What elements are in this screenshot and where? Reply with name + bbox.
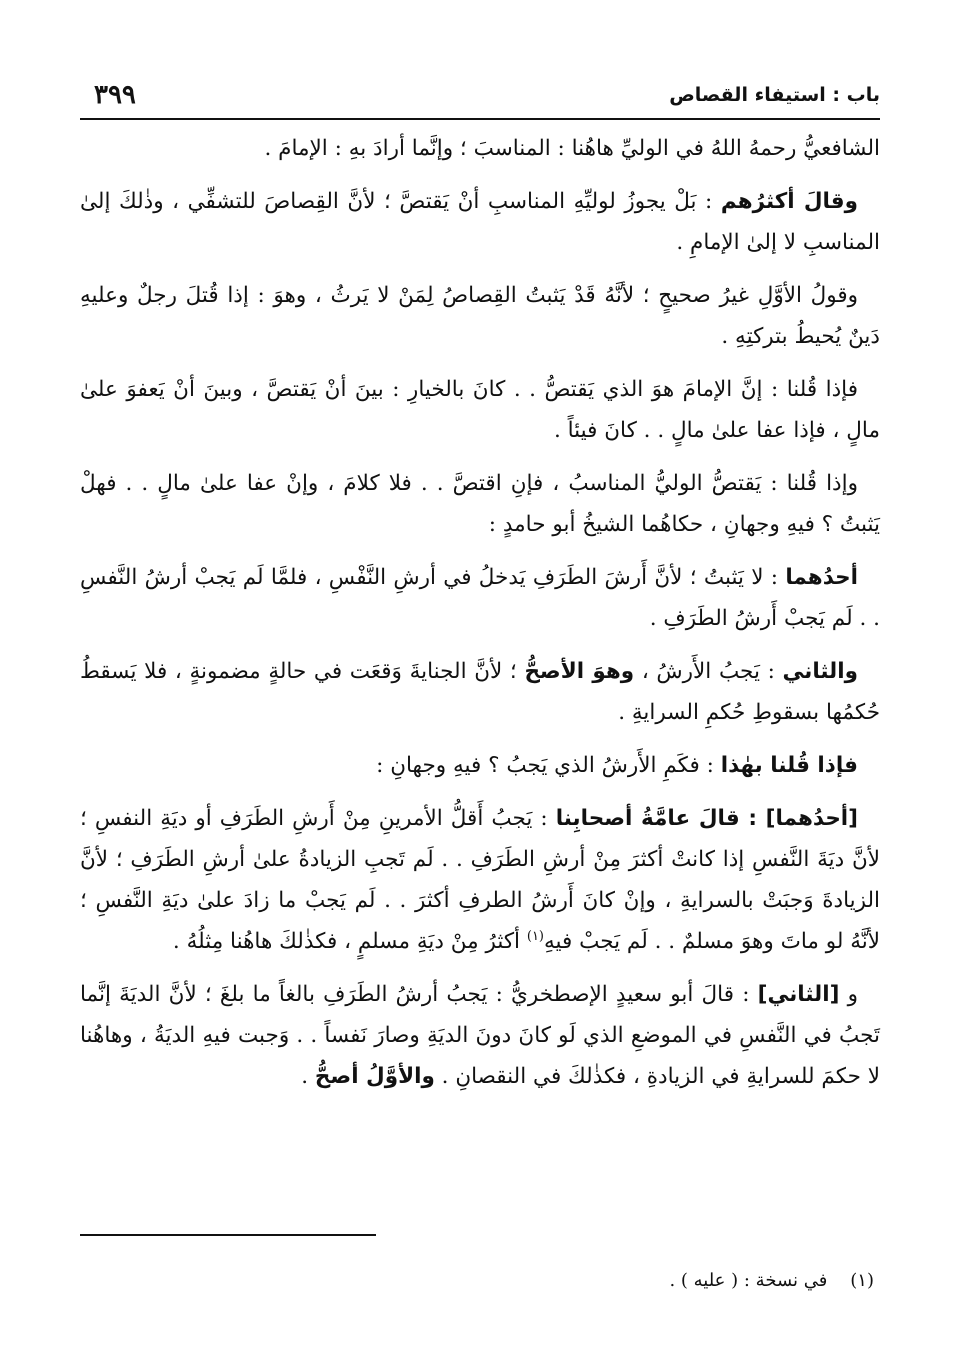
paragraph [80, 798, 880, 962]
footnote-reference: (١) [526, 928, 544, 944]
running-head: باب : استيفاء القصاص [669, 84, 880, 106]
bold-term: وهوَ الأصحُّ [524, 659, 635, 684]
text-run: وقولُ الأوَّلِ غيرُ صحيحٍ ؛ لأنَّهُ قَدْ يَثبتُ القِصاصُ لِمَنْ لا يَرثُ ، وهوَ : إذا قُتلَ رجلٌ وعليهِ دَينٌ يُحيطُ بتركتِهِ . [80, 283, 880, 349]
bold-term: [الثاني] [757, 982, 840, 1007]
document-page [80, 78, 880, 1338]
text-run: . [301, 1064, 315, 1089]
text-run: : يَجبُ أَقلُّ الأمرينِ مِنْ أَرشِ الطَرَفِ أو ديَةِ النفسِ ؛ لأنَّ ديَةَ النَّفسِ إذا كانتْ أكثرَ مِنْ أرشِ الطَرَفِ . . لَم تَجبِ الزيادةُ علىٰ أرشِ الطَرَفِ ؛ لأنَّ الزيادةَ وَجبَتْ بالسرايةِ ، وإنْ كانَ أَرشُ الطرفِ أكثرَ . . لَم يَجبْ ما زادَ علىٰ ديَةِ النَّفسِ ؛ لأنَّهُ لو ماتَ وهوَ مسلمٌ . . لَم يَجبْ فيهِ [80, 806, 880, 954]
footnote-text: في نسخة : ( عليه ) . [669, 1270, 828, 1291]
text-run: : يَجبُ الأَرشُ ، [634, 659, 783, 684]
bold-term: فإذا قُلنا بهٰذا [720, 753, 858, 778]
paragraph [80, 275, 880, 357]
footnote-separator [80, 1234, 376, 1236]
paragraph [80, 745, 880, 786]
paragraph [80, 181, 880, 263]
text-run: : بَلْ يجوزُ لوليِّهِ المناسبِ أنْ يَقتصَّ ؛ لأنَّ القِصاصَ للتشفِّي ، وذٰلكَ إلىٰ المناسبِ لا إلىٰ الإمامِ . [80, 189, 880, 255]
text-run: : قالَ أبو سعيدٍ الإصطخريُّ : يَجبُ أرشُ الطَرَفِ بالغاً ما بلغَ ؛ لأنَّ الديَةَ إنَّما تَجبُ في النَّفسِ في الموضعِ الذي لَو كانَ دونَ الديَةِ وصارَ نَفساً . . وَجبت فيهِ الديَةُ ، وهاهُنا لا حكمَ للسرايةِ في الزيادةِ ، فكذٰلكَ في النقصانِ . [80, 982, 880, 1089]
page-header [80, 78, 880, 120]
footnote-marker: (١) [850, 1270, 874, 1291]
bold-term: والأوَّلُ أصحُّ [314, 1064, 435, 1089]
bold-term: وقالَ أكثرُهم [720, 189, 858, 214]
text-run: ؛ لأنَّ الجنايةَ وَقعَت في حالةٍ مضمونةٍ ، فلا يَسقطُ حُكمُها بسقوطِ حُكمِ السرايةِ . [80, 659, 880, 725]
text-run: فإذا قُلنا : إنَّ الإمامَ هوَ الذي يَقتصُّ . . كانَ بالخيارِ : بينَ أنْ يَقتصَّ ، وبينَ أنْ يَعفوَ علىٰ مالٍ ، فإذا عفا علىٰ مالٍ . . كانَ فيئاً . [80, 377, 880, 443]
text-run: : فكَمِ الأَرشُ الذي يَجبُ ؟ فيهِ وجهانِ : [376, 753, 721, 778]
paragraph [80, 974, 880, 1097]
page-number: ٣٩٩ [94, 80, 136, 110]
paragraph [80, 128, 880, 169]
bold-term: أحدُهما [785, 565, 858, 590]
text-run: : لا يَثبتُ ؛ لأنَّ أَرشَ الطَرَفِ يَدخلُ في أرشِ النَّفْسِ ، فلمَّا لَم يَجبْ أرشُ النَّفسِ . . لَم يَجبْ أَرشُ الطَرَفِ . [80, 565, 880, 631]
bold-term: والثاني [782, 659, 858, 684]
text-run: وإذا قُلنا : يَقتصُّ الوليُّ المناسبُ ، فإنِ اقتصَّ . . فلا كلامَ ، وإنْ عفا علىٰ مالٍ . . فهلْ يَثبتُ ؟ فيهِ وجهانِ ، حكاهُما الشيخُ أبو حامدٍ : [80, 471, 880, 537]
main-text [80, 128, 880, 1109]
footnote [669, 1268, 874, 1294]
text-run: أكثرُ مِنْ ديَةِ مسلمٍ ، فكذٰلكَ هاهُنا مِثلُهُ . [172, 929, 527, 954]
paragraph [80, 463, 880, 545]
paragraph [80, 557, 880, 639]
bold-term: [أحدُهما] : قالَ عامَّةُ أصحابِنا [555, 806, 859, 831]
text-run: الشافعيُّ رحمهُ اللهُ في الوليِّ هاهُنا : المناسبَ ؛ وإنَّما أرادَ بهِ : الإمامَ . [264, 136, 880, 161]
paragraph [80, 369, 880, 451]
paragraph [80, 651, 880, 733]
text-run: و [839, 982, 858, 1007]
